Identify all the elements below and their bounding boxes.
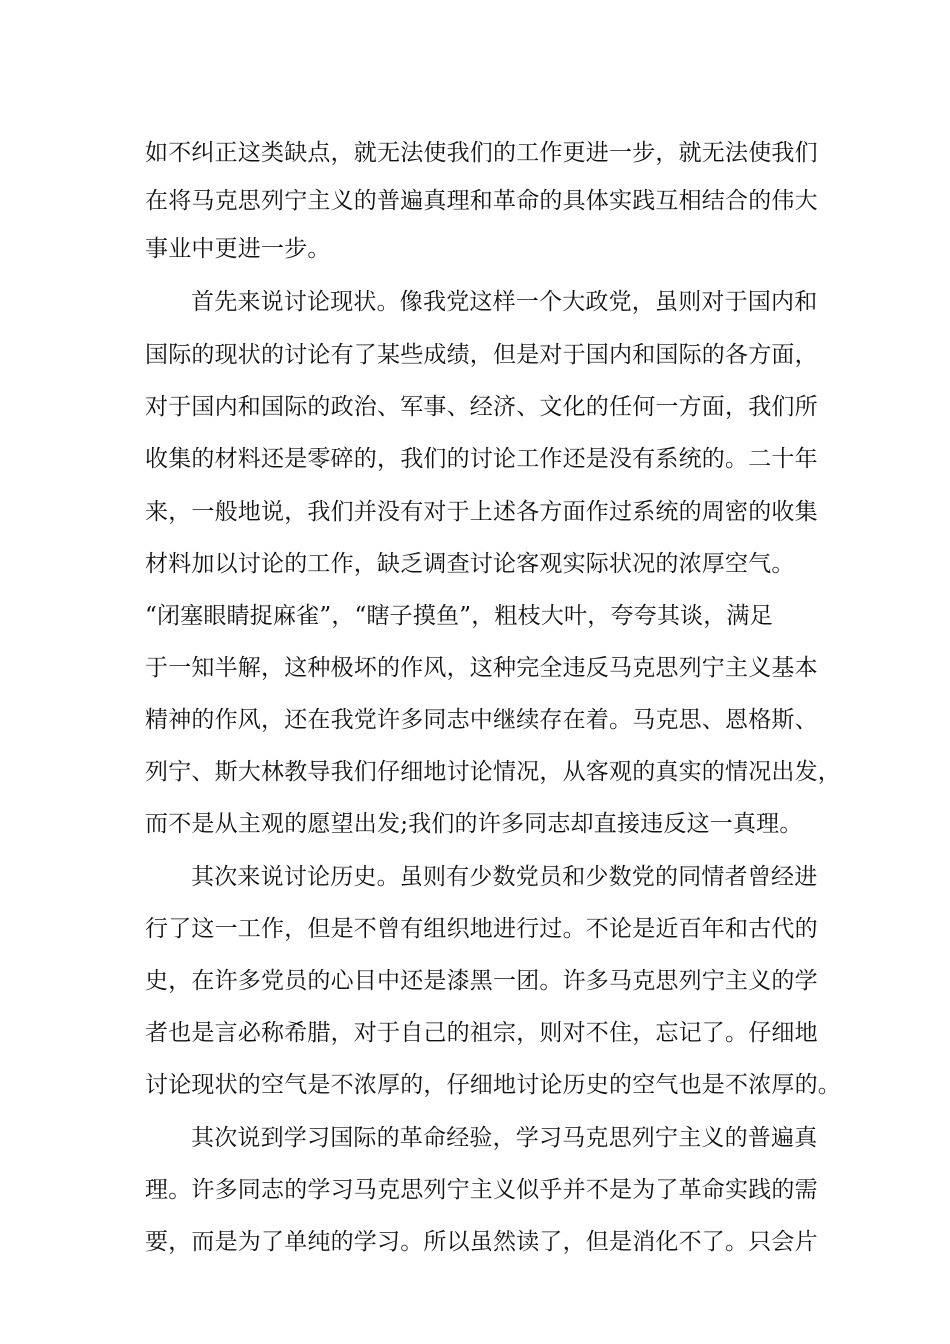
text-line-11: 于一知半解，这种极坏的作风，这种完全违反马克思列宁主义基本 [145,655,818,681]
text-line-22: 要，而是为了单纯的学习。所以虽然读了，但是消化不了。只会片 [145,1229,818,1255]
text-line-17: 史，在许多党员的心目中还是漆黑一团。许多马克思列宁主义的学 [145,968,818,994]
text-line-9: 材料加以讨论的工作，缺乏调查讨论客观实际状况的浓厚空气。 [145,551,795,577]
text-line-19: 讨论现状的空气是不浓厚的，仔细地讨论历史的空气也是不浓厚的。 [145,1072,841,1098]
text-line-18: 者也是言必称希腊，对于自己的祖宗，则对不住，忘记了。仔细地 [145,1020,818,1046]
text-line-16: 行了这一工作，但是不曾有组织地进行过。不论是近百年和古代的 [145,916,818,942]
text-line-7: 收集的材料还是零碎的，我们的讨论工作还是没有系统的。二十年 [145,446,818,472]
paragraph-4-first-line: 其次说到学习国际的革命经验，学习马克思列宁主义的普遍真 [191,1125,818,1151]
paragraph-3-first-line: 其次来说讨论历史。虽则有少数党员和少数党的同情者曾经进 [191,864,818,890]
text-line-13: 列宁、斯大林教导我们仔细地讨论情况，从客观的真实的情况出发， [145,759,841,785]
text-line-8: 来，一般地说，我们并没有对于上述各方面作过系统的周密的收集 [145,499,818,525]
text-line-5: 国际的现状的讨论有了某些成绩，但是对于国内和国际的各方面， [145,342,818,368]
paragraph-2-first-line: 首先来说讨论现状。像我党这样一个大政党，虽则对于国内和 [191,289,818,315]
text-line-3: 事业中更进一步。 [145,236,331,262]
text-line-1: 如不纠正这类缺点，就无法使我们的工作更进一步，就无法使我们 [145,140,818,166]
text-line-21: 理。许多同志的学习马克思列宁主义似乎并不是为了革命实践的需 [145,1177,818,1203]
text-line-12: 精神的作风，还在我党许多同志中继续存在着。马克思、恩格斯、 [145,707,818,733]
text-line-14: 而不是从主观的愿望出发;我们的许多同志却直接违反这一真理。 [145,811,803,837]
text-line-10: “闭塞眼睛捉麻雀”，“瞎子摸鱼”，粗枝大叶，夸夸其谈，满足 [145,603,773,629]
text-line-2: 在将马克思列宁主义的普遍真理和革命的具体实践互相结合的伟大 [145,188,818,214]
text-line-6: 对于国内和国际的政治、军事、经济、文化的任何一方面，我们所 [145,394,818,420]
